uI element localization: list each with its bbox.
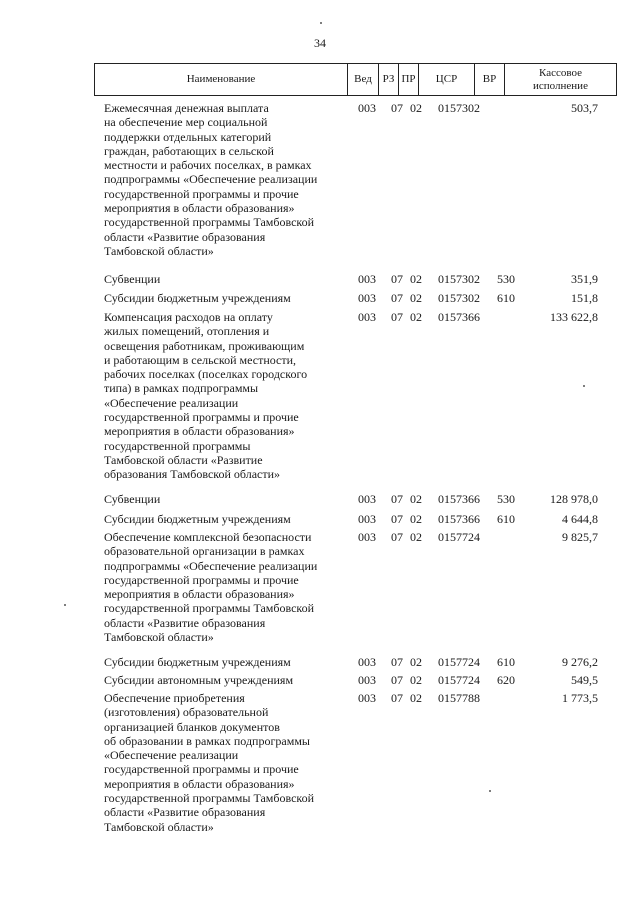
row-name-line: Тамбовской области» <box>104 819 214 834</box>
row-rz: 07 <box>391 272 403 286</box>
row-ved: 003 <box>358 673 376 687</box>
row-name-line: организацией бланков документов <box>104 719 280 734</box>
row-name <box>104 291 350 305</box>
row-rz: 07 <box>391 492 403 506</box>
row-name-line: образования Тамбовской области» <box>104 467 281 482</box>
row-vr: 530 <box>497 272 515 286</box>
row-csr: 0157724 <box>438 530 480 544</box>
row-name-line: государственной программы и прочие <box>104 186 299 201</box>
row-pr: 02 <box>410 272 422 286</box>
row-name-line: на обеспечение мер социальной <box>104 115 268 130</box>
row-name-line: рабочих поселках (поселках городского <box>104 367 308 382</box>
row-pr: 02 <box>410 291 422 305</box>
row-ved: 003 <box>358 272 376 286</box>
row-name-line: мероприятия в области образования» <box>104 201 295 216</box>
row-csr: 0157302 <box>438 291 480 305</box>
row-name-line: «Обеспечение реализации <box>104 395 239 410</box>
scan-speck <box>583 385 585 387</box>
row-vr: 610 <box>497 655 515 669</box>
row-name-line: Обеспечение комплексной безопасности <box>104 530 312 544</box>
row-amount: 503,7 <box>571 101 598 115</box>
row-amount: 133 622,8 <box>550 310 598 324</box>
row-name-line: типа) в рамках подпрограммы <box>104 381 259 396</box>
row-name-line: «Обеспечение реализации <box>104 748 239 763</box>
row-csr: 0157302 <box>438 101 480 115</box>
row-name-line: государственной программы <box>104 438 251 453</box>
row-pr: 02 <box>410 691 422 705</box>
row-name <box>104 655 350 669</box>
row-vr: 530 <box>497 492 515 506</box>
row-rz: 07 <box>391 655 403 669</box>
row-csr: 0157302 <box>438 272 480 286</box>
row-vr: 620 <box>497 673 515 687</box>
row-amount: 9 276,2 <box>562 655 598 669</box>
row-rz: 07 <box>391 310 403 324</box>
row-name-line: подпрограммы «Обеспечение реализации <box>104 558 318 573</box>
header-amount-line1: Кассовое <box>539 66 582 79</box>
row-ved: 003 <box>358 691 376 705</box>
row-rz: 07 <box>391 673 403 687</box>
scan-speck <box>64 604 66 606</box>
row-name-line: граждан, работающих в сельской <box>104 143 274 158</box>
row-name-line: Обеспечение приобретения <box>104 691 245 705</box>
row-pr: 02 <box>410 101 422 115</box>
row-name-line: Субвенции <box>104 272 161 286</box>
row-rz: 07 <box>391 530 403 544</box>
row-pr: 02 <box>410 530 422 544</box>
header-name: Наименование <box>95 64 348 96</box>
row-name-line: государственной программы и прочие <box>104 762 299 777</box>
row-amount: 9 825,7 <box>562 530 598 544</box>
row-name <box>104 101 350 258</box>
row-name-line: освещения работникам, проживающим <box>104 338 305 353</box>
row-vr: 610 <box>497 291 515 305</box>
row-name-line: жилых помещений, отопления и <box>104 324 270 339</box>
row-vr: 610 <box>497 512 515 526</box>
row-pr: 02 <box>410 673 422 687</box>
row-name-line: поддержки отдельных категорий <box>104 129 272 144</box>
header-amount-line2: исполнение <box>533 79 588 92</box>
row-name-line: области «Развитие образования <box>104 615 266 630</box>
row-name-line: Ежемесячная денежная выплата <box>104 101 269 115</box>
row-amount: 151,8 <box>571 291 598 305</box>
row-name-line: образовательной организации в рамках <box>104 544 305 559</box>
row-amount: 549,5 <box>571 673 598 687</box>
row-name <box>104 691 350 834</box>
row-name-line: (изготовления) образовательной <box>104 705 269 720</box>
page-number: 34 <box>314 36 326 50</box>
row-name-line: Тамбовской области» <box>104 630 214 645</box>
row-name-line: местности и рабочих поселках, в рамках <box>104 158 312 173</box>
row-pr: 02 <box>410 310 422 324</box>
row-name-line: Субвенции <box>104 492 161 506</box>
scan-speck <box>489 790 491 792</box>
row-name-line: Субсидии бюджетным учреждениям <box>104 291 291 305</box>
row-ved: 003 <box>358 310 376 324</box>
row-ved: 003 <box>358 512 376 526</box>
scan-speck <box>320 22 322 24</box>
row-name <box>104 310 350 482</box>
row-name-line: Субсидии автономным учреждениям <box>104 673 294 687</box>
row-name-line: государственной программы и прочие <box>104 410 299 425</box>
row-ved: 003 <box>358 492 376 506</box>
row-name-line: области «Развитие образования <box>104 229 266 244</box>
row-rz: 07 <box>391 291 403 305</box>
header-rz: РЗ <box>379 64 399 96</box>
row-amount: 4 644,8 <box>562 512 598 526</box>
row-name-line: государственной программы Тамбовской <box>104 215 315 230</box>
row-csr: 0157366 <box>438 310 480 324</box>
row-name <box>104 492 350 506</box>
row-csr: 0157366 <box>438 492 480 506</box>
row-amount: 128 978,0 <box>550 492 598 506</box>
row-name-line: и работающим в сельской местности, <box>104 352 297 367</box>
row-name-line: Компенсация расходов на оплату <box>104 310 273 324</box>
row-csr: 0157724 <box>438 673 480 687</box>
row-pr: 02 <box>410 512 422 526</box>
row-name-line: государственной программы Тамбовской <box>104 601 315 616</box>
row-name-line: мероприятия в области образования» <box>104 424 295 439</box>
header-csr: ЦСР <box>419 64 475 96</box>
header-pr: ПР <box>399 64 419 96</box>
row-rz: 07 <box>391 512 403 526</box>
row-name-line: Субсидии бюджетным учреждениям <box>104 655 291 669</box>
header-amount <box>505 64 617 96</box>
row-name-line: мероприятия в области образования» <box>104 587 295 602</box>
row-name-line: Тамбовской области «Развитие <box>104 452 263 467</box>
table-header <box>94 63 617 96</box>
row-csr: 0157724 <box>438 655 480 669</box>
row-name <box>104 512 350 526</box>
row-amount: 1 773,5 <box>562 691 598 705</box>
row-ved: 003 <box>358 101 376 115</box>
row-amount: 351,9 <box>571 272 598 286</box>
row-csr: 0157366 <box>438 512 480 526</box>
row-name-line: государственной программы Тамбовской <box>104 791 315 806</box>
row-rz: 07 <box>391 691 403 705</box>
header-vr: ВР <box>475 64 505 96</box>
header-ved: Вед <box>348 64 379 96</box>
row-name-line: Тамбовской области» <box>104 243 214 258</box>
row-name <box>104 673 350 687</box>
row-name-line: области «Развитие образования <box>104 805 266 820</box>
row-name-line: об образовании в рамках подпрограммы <box>104 733 310 748</box>
row-ved: 003 <box>358 291 376 305</box>
row-rz: 07 <box>391 101 403 115</box>
row-name-line: государственной программы и прочие <box>104 572 299 587</box>
row-ved: 003 <box>358 655 376 669</box>
row-pr: 02 <box>410 655 422 669</box>
row-csr: 0157788 <box>438 691 480 705</box>
row-ved: 003 <box>358 530 376 544</box>
row-name-line: мероприятия в области образования» <box>104 776 295 791</box>
row-name-line: Субсидии бюджетным учреждениям <box>104 512 291 526</box>
row-name <box>104 272 350 286</box>
row-name-line: подпрограммы «Обеспечение реализации <box>104 172 318 187</box>
row-pr: 02 <box>410 492 422 506</box>
row-name <box>104 530 350 644</box>
